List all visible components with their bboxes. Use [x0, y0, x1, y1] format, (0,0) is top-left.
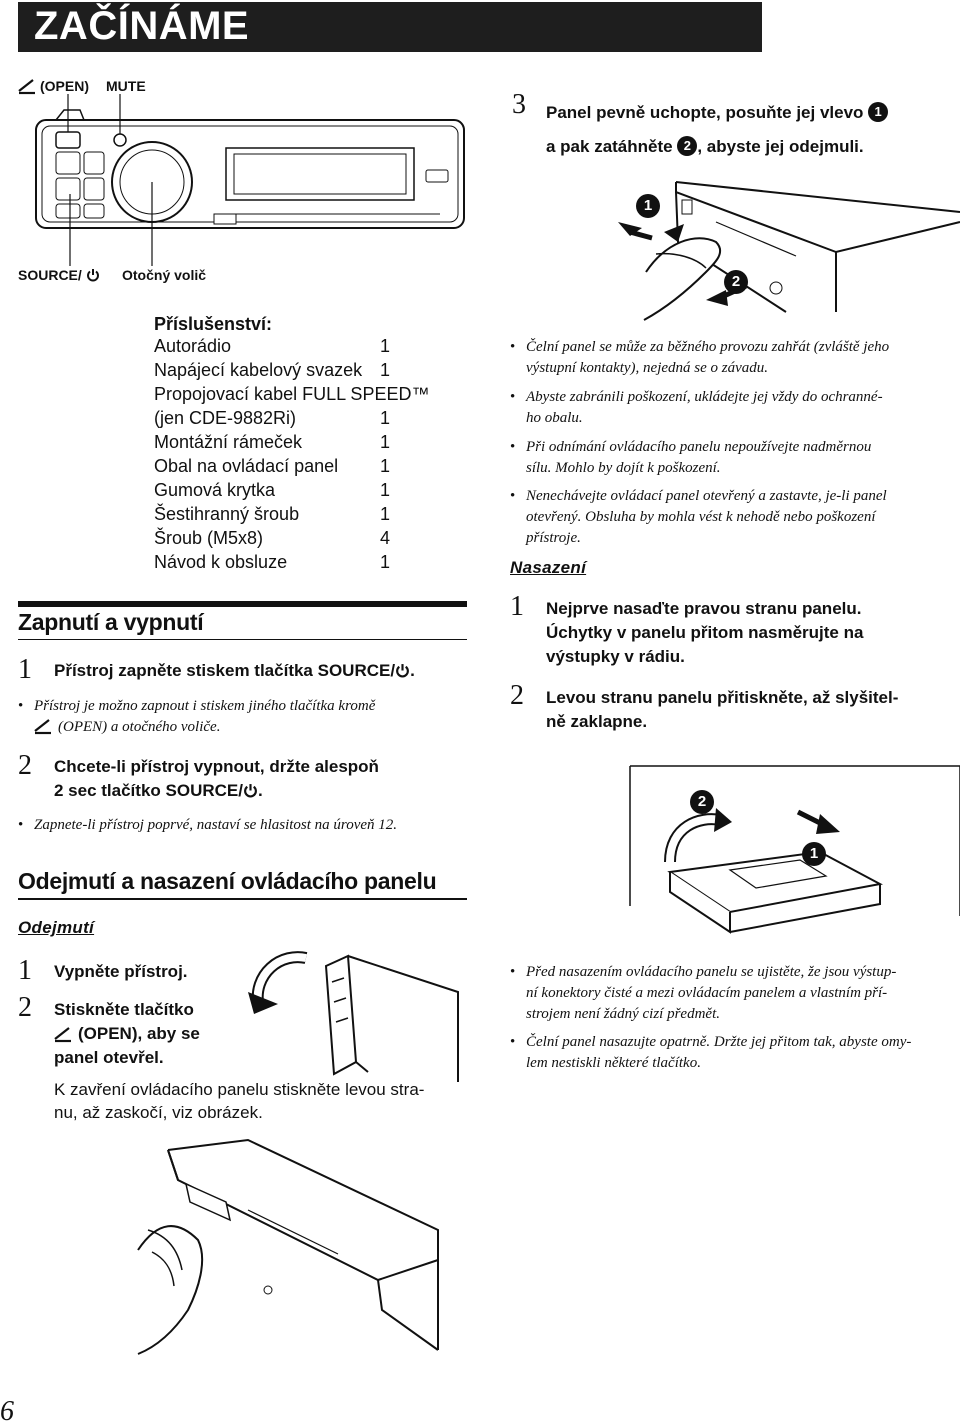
attach-step-2: Levou stranu panelu přitiskněte, až slyšitel- ně zaklapne. — [546, 688, 899, 731]
callout-marker: 1 — [636, 194, 660, 218]
head-unit-illustration — [30, 94, 470, 274]
power-step-1: Přístroj zapněte stiskem tlačítka SOURCE/ . — [54, 661, 415, 680]
list-item: Obal na ovládací panel 1 — [154, 456, 391, 476]
remove-step-1: Vypněte přístroj. — [54, 962, 188, 981]
remove-note-3: • Při odnímání ovládacího panelu nepoužívejte nadměrnou sílu. Mohlo by dojít k poškození. — [510, 439, 872, 476]
list-item: Montážní rámeček 1 — [154, 432, 391, 452]
step-number: 1 — [18, 654, 32, 685]
panel-attach-illustration — [630, 766, 960, 946]
panel-remove-illustration — [616, 182, 960, 320]
section-rule — [18, 601, 467, 607]
list-item: Šestihranný šroub 1 — [154, 504, 391, 524]
accessories-title: Příslušenství: — [154, 314, 273, 334]
knob-label: Otočný volič — [122, 267, 207, 283]
close-note: K zavření ovládacího panelu stiskněte levou stra- nu, až zaskočí, viz obrázek. — [54, 1080, 425, 1122]
list-item: Propojovací kabel FULL SPEED™ — [154, 384, 430, 404]
power-icon — [395, 663, 410, 678]
attach-note-2: • Čelní panel nasazujte opatrně. Držte jej přitom tak, abyste omy- lem nestiskli některé tlačítko. — [510, 1034, 912, 1071]
accessories-list — [154, 334, 454, 574]
callout-marker: 2 — [724, 270, 748, 294]
panel-open-illustration — [248, 942, 468, 1082]
callout-marker: 2 — [690, 790, 714, 814]
eject-icon — [34, 718, 52, 734]
panel-heading: Odejmutí a nasazení ovládacího panelu — [18, 868, 437, 894]
remove-note-1: • Čelní panel se může za běžného provozu zahřát (zvláště jeho výstupní kontakty), nejedná se o závadu. — [510, 339, 890, 376]
mute-label: MUTE — [106, 78, 146, 94]
remove-note-2: • Abyste zabránili poškození, ukládejte jej vždy do ochranné- ho obalu. — [510, 389, 883, 426]
page-number: 6 — [0, 1396, 14, 1427]
eject-icon — [18, 78, 36, 94]
source-label: SOURCE/ — [18, 267, 82, 283]
attach-note-1: • Před nasazením ovládacího panelu se ujistěte, že jsou výstup- ní konektory čisté a mezi ovládacím panelem a vlastním pří- strojem není žádný cizí předmět. — [510, 964, 897, 1022]
power-step-2: Chcete-li přístroj vypnout, držte alespoň 2 sec tlačítko SOURCE/ . — [54, 757, 379, 800]
hand-closing-panel-illustration — [138, 1140, 468, 1360]
list-item: (jen CDE-9882Ri) 1 — [154, 408, 391, 428]
power-icon — [86, 268, 100, 282]
attach-step-1: Nejprve nasaďte pravou stranu panelu. Úchytky v panelu přitom nasměrujte na výstupky v rádiu. — [546, 599, 864, 666]
step-number: 2 — [18, 750, 32, 781]
list-item: Návod k obsluze 1 — [154, 552, 391, 572]
power-note-1: • Přístroj je možno zapnout i stiskem jiného tlačítka kromě (OPEN) a otočného voliče. — [18, 698, 376, 735]
step-number: 2 — [510, 680, 524, 711]
list-item: Napájecí kabelový svazek 1 — [154, 360, 391, 380]
remove-step-2: Stiskněte tlačítko (OPEN), aby se panel otevřel. — [54, 1000, 200, 1067]
heading-underline — [18, 639, 467, 640]
eject-icon — [54, 1026, 72, 1042]
step-number: 3 — [512, 89, 526, 120]
callout-marker: 1 — [802, 842, 826, 866]
step-number: 1 — [18, 955, 32, 986]
list-item: Šroub (M5x8) 4 — [154, 528, 391, 548]
page-title: ZAČÍNÁME — [34, 4, 250, 48]
callout-marker: 2 — [677, 136, 697, 156]
callout-marker: 1 — [868, 102, 888, 122]
remove-subheading: Odejmutí — [18, 918, 95, 937]
step-number: 1 — [510, 591, 524, 622]
power-heading: Zapnutí a vypnutí — [18, 609, 204, 635]
remove-note-4: • Nenechávejte ovládací panel otevřený a zastavte, je-li panel otevřený. Obsluha by mohla vést k nehodě nebo poškození přístroje. — [510, 488, 887, 546]
list-item: Gumová krytka 1 — [154, 480, 391, 500]
attach-subheading: Nasazení — [510, 558, 587, 577]
open-label: (OPEN) — [40, 78, 89, 94]
remove-step-3: Panel pevně uchopte, posuňte jej vlevo 1 a pak zatáhněte 2 , abyste jej odejmuli. — [546, 96, 888, 164]
list-item: Autorádio 1 — [154, 336, 391, 356]
step-number: 2 — [18, 992, 32, 1023]
power-icon — [243, 783, 258, 798]
power-note-2: • Zapnete-li přístroj poprvé, nastaví se hlasitost na úroveň 12. — [18, 817, 398, 833]
heading-underline — [18, 898, 467, 900]
